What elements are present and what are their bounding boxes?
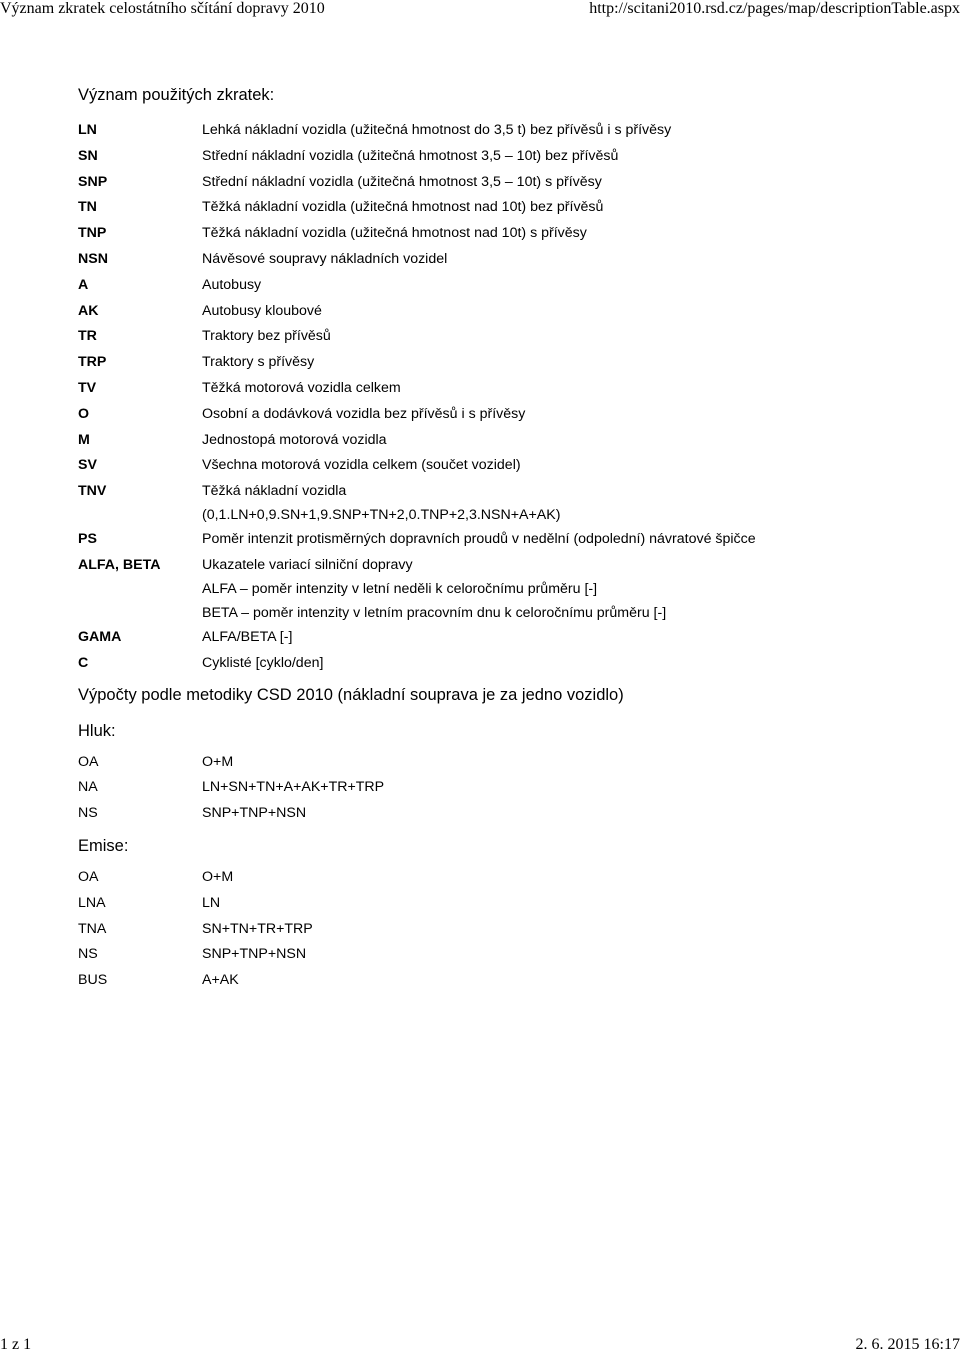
abbreviation-row: [78, 247, 756, 273]
abbreviation-description: [202, 553, 756, 625]
abbreviation-row: [78, 324, 756, 350]
abbreviation-code: TV: [78, 379, 97, 396]
noise-row: [78, 801, 384, 827]
abbreviation-row: [78, 299, 756, 325]
description-line: Těžká nákladní vozidla (užitečná hmotnost nad 10t) s přívěsy: [202, 225, 587, 242]
emissions-row: [78, 917, 313, 943]
abbreviation-row: [78, 195, 756, 221]
description-line: Lehká nákladní vozidla (užitečná hmotnost do 3,5 t) bez přívěsů i s přívěsy: [202, 122, 672, 138]
abbreviation-description: [202, 350, 756, 376]
formula-code: OA: [78, 753, 99, 770]
abbreviation-description: [202, 479, 756, 527]
abbreviation-description: [202, 402, 756, 428]
abbreviation-code: TN: [78, 199, 97, 216]
abbreviation-code: SNP: [78, 173, 108, 190]
abbreviation-row: [78, 479, 756, 527]
formula-value: SNP+TNP+NSN: [202, 805, 307, 822]
emissions-row: [78, 891, 313, 917]
description-line: Těžká nákladní vozidla (užitečná hmotnost nad 10t) bez přívěsů: [202, 199, 604, 216]
abbreviation-description: [202, 195, 756, 221]
abbreviation-row: [78, 402, 756, 428]
abbreviation-row: [78, 553, 756, 625]
description-line: Těžká motorová vozidla celkem: [202, 379, 401, 396]
abbreviation-description: [202, 453, 756, 479]
abbreviation-description: [202, 144, 756, 170]
abbreviation-description: [202, 527, 756, 553]
description-line: (0,1.LN+0,9.SN+1,9.SNP+TN+2,0.TNP+2,3.NSN+A+AK): [202, 507, 561, 524]
abbreviation-code: TNP: [78, 225, 107, 242]
print-footer-page: 1 z 1: [0, 1336, 32, 1353]
abbreviation-description: [202, 324, 756, 350]
formula-value: SNP+TNP+NSN: [202, 946, 307, 963]
noise-table: [78, 750, 384, 827]
abbreviation-row: [78, 221, 756, 247]
formula-value: SN+TN+TR+TRP: [202, 920, 313, 937]
formula-code: TNA: [78, 920, 107, 937]
description-line: Osobní a dodávková vozidla bez přívěsů i s přívěsy: [202, 405, 526, 422]
abbreviation-code: ALFA, BETA: [78, 556, 161, 573]
abbreviation-code: M: [78, 431, 90, 448]
abbreviations-table: [78, 118, 756, 677]
description-line: Autobusy kloubové: [202, 302, 322, 319]
description-line: Autobusy: [202, 276, 262, 293]
emissions-row: [78, 968, 313, 994]
description-line: Střední nákladní vozidla (užitečná hmotnost 3,5 – 10t) s přívěsy: [202, 173, 602, 190]
noise-section-title: Hluk:: [78, 721, 116, 740]
abbreviation-description: [202, 651, 756, 677]
abbreviations-title: Význam použitých zkratek:: [78, 86, 275, 104]
description-line: Poměr intenzit protisměrných dopravních proudů v nedělní (odpolední) návratové špičce: [202, 531, 756, 548]
noise-row: [78, 750, 384, 776]
abbreviation-description: [202, 428, 756, 454]
formula-code: OA: [78, 868, 99, 885]
formula-value: A+AK: [202, 972, 239, 989]
formula-code: NS: [78, 946, 98, 963]
abbreviation-code: SV: [78, 457, 97, 474]
abbreviation-code: AK: [78, 302, 99, 319]
description-line: Střední nákladní vozidla (užitečná hmotnost 3,5 – 10t) bez přívěsů: [202, 147, 619, 164]
abbreviation-row: [78, 144, 756, 170]
abbreviation-description: [202, 273, 756, 299]
abbreviation-code: TR: [78, 328, 97, 345]
formula-code: NA: [78, 779, 98, 796]
noise-row: [78, 775, 384, 801]
print-header-title: Význam zkratek celostátního sčítání dopravy 2010: [0, 0, 325, 17]
description-line: Návěsové soupravy nákladních vozidel: [202, 250, 448, 267]
abbreviation-description: [202, 299, 756, 325]
description-line: Jednostopá motorová vozidla: [202, 431, 387, 448]
formula-code: NS: [78, 805, 98, 822]
abbreviation-description: [202, 221, 756, 247]
abbreviation-row: [78, 170, 756, 196]
print-header-url: http://scitani2010.rsd.cz/pages/map/descriptionTable.aspx: [589, 0, 960, 17]
abbreviation-row: [78, 625, 756, 651]
abbreviation-code: A: [78, 276, 89, 293]
abbreviation-row: [78, 651, 756, 677]
description-line: Traktory s přívěsy: [202, 354, 315, 371]
abbreviation-code: TNV: [78, 483, 107, 500]
abbreviation-row: [78, 527, 756, 553]
abbreviation-code: LN: [78, 122, 97, 138]
description-line: Všechna motorová vozidla celkem (součet vozidel): [202, 457, 521, 474]
description-line: BETA – poměr intenzity v letním pracovním dnu k celoročnímu průměru [-]: [202, 604, 667, 621]
emissions-table: [78, 865, 313, 994]
description-line: ALFA – poměr intenzity v letní neděli k celoročnímu průměru [-]: [202, 580, 598, 597]
abbreviation-code: GAMA: [78, 628, 122, 645]
description-line: Cyklisté [cyklo/den]: [202, 654, 324, 671]
abbreviation-row: [78, 273, 756, 299]
abbreviation-code: SN: [78, 147, 98, 164]
abbreviation-description: [202, 118, 756, 144]
formula-value: LN+SN+TN+A+AK+TR+TRP: [202, 779, 385, 796]
abbreviation-description: [202, 376, 756, 402]
formula-code: BUS: [78, 972, 108, 989]
abbreviation-description: [202, 625, 756, 651]
abbreviation-code: PS: [78, 531, 97, 548]
csd-methodology-title: Výpočty podle metodiky CSD 2010 (nákladní souprava je za jedno vozidlo): [78, 685, 624, 704]
formula-value: LN: [202, 894, 221, 911]
abbreviation-code: C: [78, 654, 89, 671]
abbreviation-code: NSN: [78, 250, 108, 267]
emissions-row: [78, 865, 313, 891]
abbreviation-description: [202, 247, 756, 273]
description-line: Ukazatele variací silniční dopravy: [202, 556, 413, 573]
description-line: ALFA/BETA [-]: [202, 628, 293, 645]
abbreviation-description: [202, 170, 756, 196]
formula-value: O+M: [202, 868, 234, 885]
description-line: Traktory bez přívěsů: [202, 328, 331, 345]
abbreviation-code: O: [78, 405, 90, 422]
abbreviation-row: [78, 376, 756, 402]
abbreviation-row: [78, 453, 756, 479]
emissions-section-title: Emise:: [78, 836, 129, 855]
description-line: Těžká nákladní vozidla: [202, 483, 347, 500]
formula-code: LNA: [78, 894, 106, 911]
print-footer-datetime: 2. 6. 2015 16:17: [855, 1336, 960, 1353]
formula-value: O+M: [202, 753, 234, 770]
document-body: [78, 84, 938, 998]
emissions-row: [78, 942, 313, 968]
abbreviation-row: [78, 350, 756, 376]
abbreviation-code: TRP: [78, 354, 107, 371]
abbreviation-row: [78, 428, 756, 454]
abbreviation-row: [78, 118, 756, 144]
